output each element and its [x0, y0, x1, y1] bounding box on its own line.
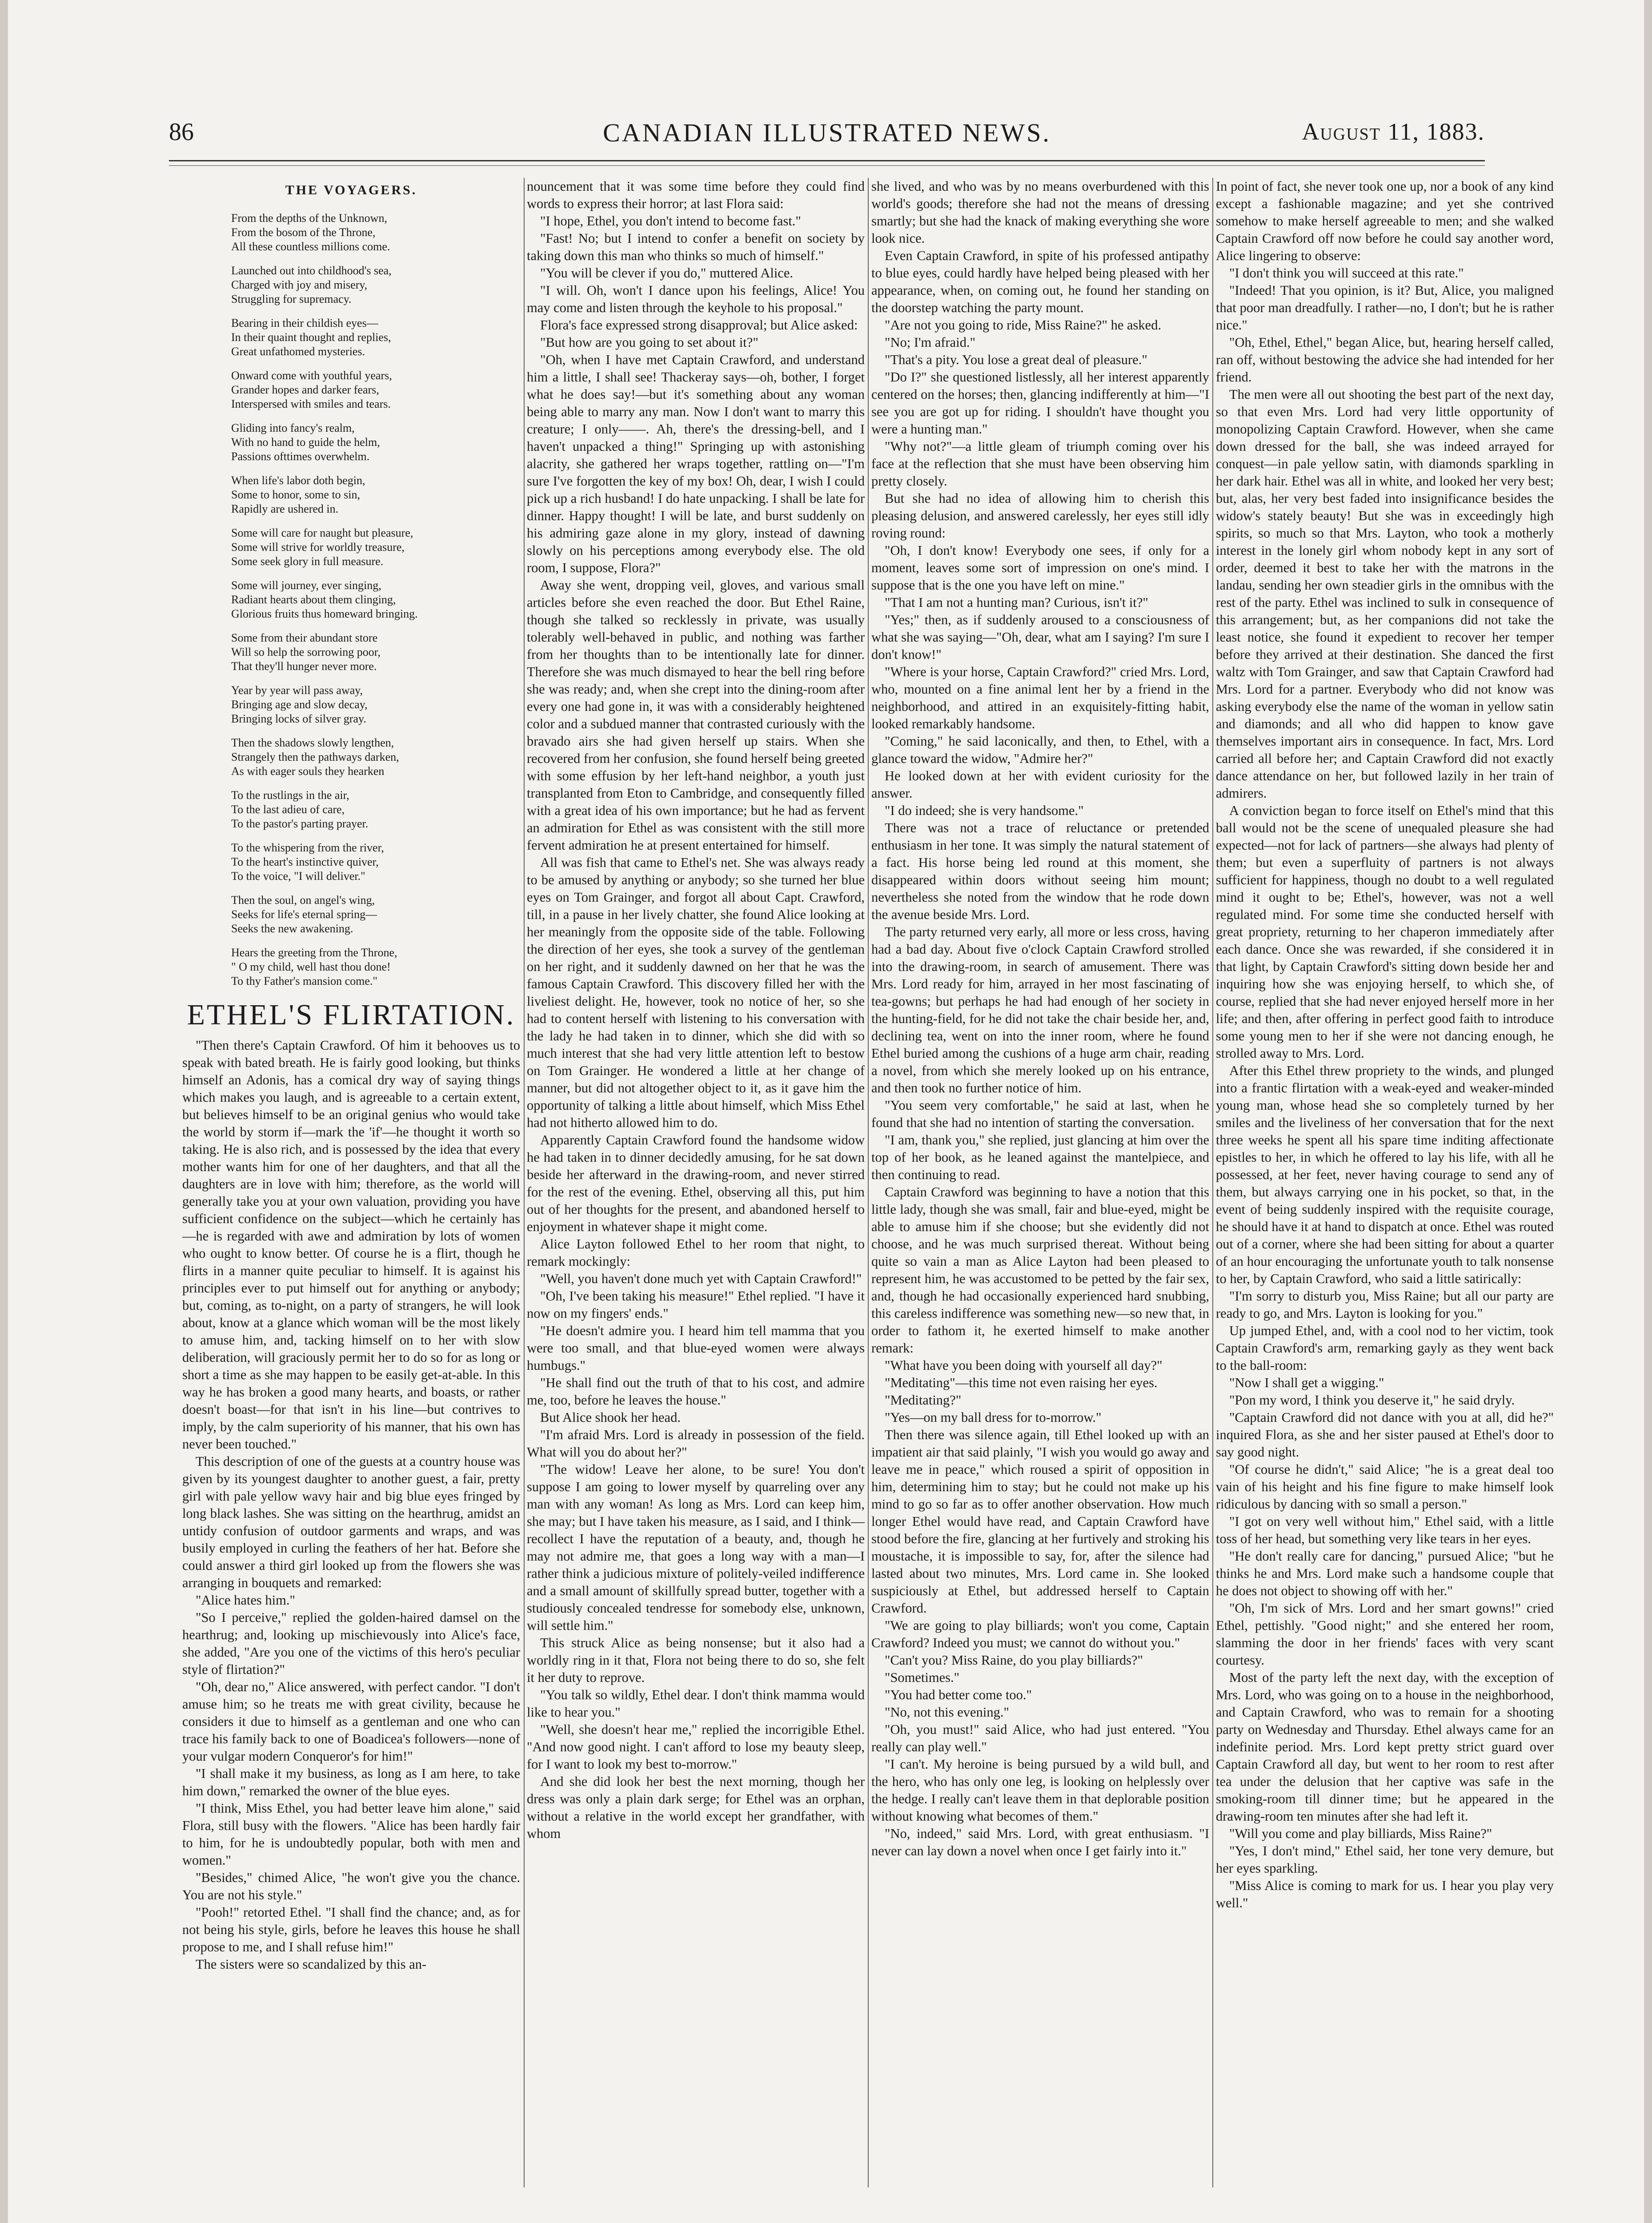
- paragraph: "Will you come and play billiards, Miss Raine?": [1229, 1826, 1492, 1841]
- paragraph: "Oh, you must!" said Alice, who had just entered. "You really can play well.": [871, 1722, 1209, 1754]
- paragraph: The sisters were so scandalized by this an-: [196, 1957, 427, 1972]
- paragraph: "I shall make it my business, as long as I am here, to take him down," remarked the owner of the blue eyes.: [182, 1766, 520, 1798]
- poem-line: Some will journey, ever singing,: [231, 579, 381, 592]
- poem-line: Charged with joy and misery,: [231, 278, 368, 291]
- paragraph: Apparently Captain Crawford found the handsome widow he had taken in to dinner decidedly amusing, for he sat down beside her afterward in the drawing-room, and never stirred for the rest of the evening. Ethel, observing all this, put him out of her thoughts for the present, and abandoned herself to enjoyment in whatever shape it might come.: [527, 1132, 865, 1234]
- paragraph: "I do indeed; she is very handsome.": [885, 803, 1084, 818]
- poem-line: To thy Father's mansion come.": [231, 975, 378, 987]
- paragraph: A conviction began to force itself on Ethel's mind that this ball would not be the scene of unequaled pleasure she had expected—not for lack of partners—she always had plenty of them; but even a superfluity of partners is not always sufficient for happiness, though no doubt to a well regulated mind it ought to be; Ethel's, however, was not a well regulated mind. For some time she conducted herself with great propriety, returning to her chaperon immediately after each dance. Once she was rewarded, if she considered it in that light, by Captain Crawford's sitting down beside her and inquiring how she was enjoying herself, to which she, of course, replied that she had never enjoyed herself more in her life; and then, after offering in perfect good faith to introduce some young men to her if she were not dancing enough, he strolled away to Mrs. Lord.: [1216, 803, 1554, 1061]
- poem-stanza: [231, 211, 520, 254]
- scan-edge-right: [1644, 0, 1652, 2223]
- paragraph: He looked down at her with evident curiosity for the answer.: [871, 768, 1209, 801]
- poem-line: As with eager souls they hearken: [231, 765, 385, 778]
- poem-line: With no hand to guide the helm,: [231, 436, 380, 449]
- paragraph: And she did look her best the next morning, though her dress was only a plain dark serge; for Ethel was an orphan, without a relative in the world except her grandfather, with whom: [527, 1774, 865, 1841]
- paragraph: Even Captain Crawford, in spite of his professed antipathy to blue eyes, could hardly have helped being pleased with her appearance, when, on coming out, he found her standing on the doorstep watching the party mount.: [871, 248, 1209, 315]
- paragraph: "I got on very well without him," Ethel said, with a little toss of her head, but something very like tears in her eyes.: [1216, 1514, 1554, 1546]
- poem-title: THE VOYAGERS.: [285, 183, 417, 197]
- paragraph: "I will. Oh, won't I dance upon his feelings, Alice! You may come and listen through the keyhole to his proposal.": [527, 283, 865, 315]
- column-3: [871, 178, 1209, 2183]
- paragraph: "Where is your horse, Captain Crawford?" cried Mrs. Lord, who, mounted on a fine animal lent her by a friend in the neighborhood, and attired in an exquisitely-fitting habit, looked remarkably handsome.: [871, 664, 1209, 731]
- paragraph: "Indeed! That you opinion, is it? But, Alice, you maligned that poor man dreadfully. I rather—no, I don't; but he is rather nice.": [1216, 283, 1554, 333]
- poem-line: Great unfathomed mysteries.: [231, 345, 365, 358]
- paragraph: "Coming," he said laconically, and then, to Ethel, with a glance toward the widow, "Admire her?": [871, 734, 1209, 766]
- poem-line: Some will strive for worldly treasure,: [231, 541, 405, 554]
- paragraph: "I don't think you will succeed at this rate.": [1229, 265, 1464, 281]
- paragraph: In point of fact, she never took one up, nor a book of any kind except a fashionable magazine; and yet she contrived somehow to make herself agreeable to men; and she walked Captain Crawford off now before he could say another word, Alice lingering to observe:: [1216, 179, 1554, 263]
- poem-stanza: [231, 578, 520, 621]
- page-number: 86: [169, 118, 194, 146]
- story-text: [182, 1037, 520, 1973]
- poem-line: Rapidly are ushered in.: [231, 502, 339, 515]
- poem-line: Bringing age and slow decay,: [231, 698, 368, 711]
- paragraph: After this Ethel threw propriety to the winds, and plunged into a frantic flirtation with a weak-eyed and weaker-minded young man, whose head she so completely turned by her smiles and the liveliness of her conversation that for the next three weeks he spent all his spare time inditing affectionate epistles to her, in which he offered to lay his life, with all he possessed, at her feet, never having courage to send any of them, but always carrying one in his pocket, so that, in the event of being suddenly inspired with the requisite courage, he should have it at hand to dispatch at once. Ethel was routed out of a corner, where she had been sitting for about a quarter of an hour encouraging the unfortunate youth to talk nonsense to her, by Captain Crawford, who said a little satirically:: [1216, 1063, 1554, 1286]
- poem-stanza: [231, 526, 520, 569]
- paragraph: "Sometimes.": [885, 1670, 960, 1685]
- paragraph: "Oh, when I have met Captain Crawford, and understand him a little, I shall see! Thackeray says—oh, bother, I forget what he does say!—but it's something about any woman being able to marry any man. Now I don't want to marry this creature; I only——. Ah, there's the dressing-bell, and I haven't unpacked a thing!" Springing up with astonishing alacrity, she gathered her wraps together, rattling on—"I'm sure I've forgotten the key of my box! Oh, dear, I wish I could pick up a rich husband! I do hate unpacking. I shall be late for dinner. Happy thought! I will be late, and burst suddenly on his admiring gaze alone in my glory, instead of dawning slowly on his perceptions among everybody else. The old room, I suppose, Flora?": [527, 352, 865, 575]
- paragraph: "I'm afraid Mrs. Lord is already in possession of the field. What will you do about her?": [527, 1427, 865, 1460]
- issue-date: August 11, 1883.: [1302, 118, 1485, 145]
- column-divider: [524, 178, 525, 2187]
- paragraph: "Meditating?": [885, 1392, 962, 1408]
- poem-stanza: [231, 421, 520, 464]
- paragraph: "Meditating"—this time not even raising her eyes.: [885, 1375, 1158, 1390]
- poem-line: From the bosom of the Throne,: [231, 226, 376, 239]
- paragraph: "We are going to play billiards; won't you come, Captain Crawford? Indeed you must; we cannot do without you.": [871, 1618, 1209, 1650]
- poem-line: Some to honor, some to sin,: [231, 488, 361, 501]
- poem-line: Seeks for life's eternal spring—: [231, 908, 377, 921]
- paragraph: "Pon my word, I think you deserve it," he said dryly.: [1229, 1392, 1515, 1408]
- poem-line: Radiant hearts about them clinging,: [231, 593, 396, 606]
- poem-line: In their quaint thought and replies,: [231, 331, 391, 344]
- paragraph: "Well, she doesn't hear me," replied the incorrigible Ethel. "And now good night. I can't afford to lose my beauty sleep, for I want to look my best to-morrow.": [527, 1722, 865, 1772]
- poem-line: " O my child, well hast thou done!: [231, 960, 391, 973]
- column-2: [527, 178, 865, 2183]
- poem-line: Strangely then the pathways darken,: [231, 750, 399, 763]
- poem-line: Passions ofttimes overwhelm.: [231, 450, 370, 463]
- paragraph: "I'm sorry to disturb you, Miss Raine; but all our party are ready to go, and Mrs. Layton is looking for you.": [1216, 1288, 1554, 1321]
- poem-stanza: [231, 893, 520, 936]
- paragraph: Captain Crawford was beginning to have a notion that this little lady, though she was small, fair and blue-eyed, might be able to amuse him if she choose; but she evidently did not choose, and he was much surprised thereat. Without being quite so vain a man as Alice Layton had been pleased to represent him, he was accustomed to be petted by the fair sex, and, though he had occasionally experienced hard snubbing, this careless indifference was something new—so new that, in order to fathom it, he exerted himself to make another remark:: [871, 1184, 1209, 1356]
- paragraph: "Well, you haven't done much yet with Captain Crawford!": [540, 1271, 862, 1286]
- poem-line: Some will care for naught but pleasure,: [231, 526, 413, 539]
- story-text: [527, 178, 865, 1842]
- story-text: [871, 178, 1209, 1860]
- paragraph: "Yes, I don't mind," Ethel said, her tone very demure, but her eyes sparkling.: [1216, 1843, 1554, 1876]
- paragraph: "I hope, Ethel, you don't intend to become fast.": [540, 213, 801, 229]
- paragraph: But Alice shook her head.: [540, 1410, 681, 1425]
- paragraph: "Fast! No; but I intend to confer a benefit on society by taking down this man who thinks so much of himself.": [527, 231, 865, 263]
- poem-line: Hears the greeting from the Throne,: [231, 946, 397, 959]
- paragraph: "Oh, Ethel, Ethel," began Alice, but, hearing herself called, ran off, without bestowing the advice she had intended for her friend.: [1216, 335, 1554, 385]
- paragraph: nouncement that it was some time before they could find words to express their horror; at last Flora said:: [527, 179, 865, 211]
- publication-title: CANADIAN ILLUSTRATED NEWS.: [603, 118, 1051, 147]
- paragraph: Alice Layton followed Ethel to her room that night, to remark mockingly:: [527, 1236, 865, 1269]
- paragraph: The men were all out shooting the best part of the next day, so that even Mrs. Lord had very little opportunity of monopolizing Captain Crawford. However, when she came down dressed for the ball, she was indeed arrayed for conquest—in pale yellow satin, with diamonds sparkling in her dark hair. Ethel was all in white, and looked her very best; but, alas, her very best faded into insignificance besides the widow's stately beauty! But she was in exceedingly high spirits, so much so that Mrs. Layton, who took a motherly interest in the lonely girl whom nobody kept in any sort of order, deemed it best to take her with the matrons in the landau, sending her own steadier girls in the omnibus with the rest of the party. Ethel was inclined to sulk in consequence of this arrangement; but, as her companions did not take the least notice, she found it expedient to recover her temper before they arrived at their destination. She danced the first waltz with Tom Grainger, and saw that Captain Crawford had Mrs. Lord for a partner. Everybody who did not know was asking everybody else the name of the woman in yellow satin and diamonds; and all who did happen to know gave themselves important airs in consequence. In fact, Mrs. Lord carried all before her; and Captain Crawford did not exactly dance attendance on her, but followed lazily in her train of admirers.: [1216, 387, 1554, 801]
- poem-line: Interspersed with smiles and tears.: [231, 397, 391, 410]
- poem-line: All these countless millions come.: [231, 240, 390, 253]
- paragraph: "You will be clever if you do," muttered Alice.: [540, 265, 794, 281]
- poem-line: Bringing locks of silver gray.: [231, 712, 366, 725]
- story-text: [1216, 178, 1554, 1912]
- paragraph: "Yes—on my ball dress for to-morrow.": [885, 1410, 1102, 1425]
- poem-line: To the heart's instinctive quiver,: [231, 855, 379, 868]
- poem-stanza: [231, 736, 520, 778]
- paragraph: "Oh, dear no," Alice answered, with perfect candor. "I don't amuse him; so he treats me with great civility, because he considers it due to himself as a gentleman and one who can trace his family back to one of Boadicea's followers—none of your vulgar modern Conqueror's for him!": [182, 1679, 520, 1764]
- masthead: [169, 113, 1485, 153]
- paragraph: "So I perceive," replied the golden-haired damsel on the hearthrug; and, looking up mischievously into Alice's face, she added, "Are you one of the victims of this hero's peculiar style of flirtation?": [182, 1610, 520, 1677]
- poem-stanza: [231, 946, 520, 988]
- paragraph: "You had better come too.": [885, 1687, 1032, 1702]
- poem-line: Onward come with youthful years,: [231, 369, 392, 382]
- poem-line: To the rustlings in the air,: [231, 789, 349, 802]
- poem-stanza: [231, 788, 520, 831]
- column-divider: [868, 178, 869, 2187]
- poem-line: To the whispering from the river,: [231, 841, 384, 854]
- column-4: [1216, 178, 1554, 2183]
- poem-line: To the voice, "I will deliver.": [231, 870, 365, 883]
- paragraph: "But how are you going to set about it?": [540, 335, 758, 350]
- poem-stanza: [231, 264, 520, 306]
- masthead-rule: [169, 160, 1485, 161]
- poem-line: Seeks the new awakening.: [231, 922, 353, 935]
- poem-body: [182, 211, 520, 988]
- paragraph: "What have you been doing with yourself all day?": [885, 1358, 1163, 1373]
- paragraph: "He don't really care for dancing," pursued Alice; "but he thinks he and Mrs. Lord make such a handsome couple that he does not object to showing off with her.": [1216, 1549, 1554, 1598]
- paragraph: Most of the party left the next day, with the exception of Mrs. Lord, who was going on to a house in the neighborhood, and Captain Crawford, who was to remain for a shooting party on Wednesday and Thursday. Ethel always came for an indefinite period. Mrs. Lord kept pretty strict guard over Captain Crawford all day, but went to her room to rest after tea under the delusion that her captive was safe in the smoking-room till dinner time; but he appeared in the drawing-room ten minutes after she had left it.: [1216, 1670, 1554, 1824]
- paragraph: Up jumped Ethel, and, with a cool nod to her victim, took Captain Crawford's arm, remarking gayly as they went back to the ball-room:: [1216, 1323, 1554, 1373]
- paragraph: "That's a pity. You lose a great deal of pleasure.": [885, 352, 1147, 367]
- poem-stanza: [231, 841, 520, 883]
- paragraph: "Of course he didn't," said Alice; "he is a great deal too vain of his height and his fine figure to make himself look ridiculous by dancing with so small a person.": [1216, 1462, 1554, 1512]
- paragraph: This struck Alice as being nonsense; but it also had a worldly ring in it that, Flora not being there to do so, she felt it her duty to reprove.: [527, 1635, 865, 1685]
- paragraph: "Do I?" she questioned listlessly, all her interest apparently centered on the horses; then, glancing indifferently at him—"I see you are got up for riding. I shouldn't have thought you were a hunting man.": [871, 369, 1209, 437]
- poem-line: Grander hopes and darker fears,: [231, 383, 379, 396]
- poem-line: Bearing in their childish eyes—: [231, 317, 378, 329]
- poem-line: Then the shadows slowly lengthen,: [231, 736, 394, 749]
- paragraph: "He doesn't admire you. I heard him tell mamma that you were too small, and that blue-eyed women were always humbugs.": [527, 1323, 865, 1373]
- paragraph: "Yes;" then, as if suddenly aroused to a consciousness of what she was saying—"Oh, dear, what am I saying? I'm sure I don't know!": [871, 612, 1209, 662]
- paragraph: "Oh, I'm sick of Mrs. Lord and her smart gowns!" cried Ethel, pettishly. "Good night;" and she entered her room, slamming the door in her friends' faces with very scant courtesy.: [1216, 1601, 1554, 1668]
- paragraph: "The widow! Leave her alone, to be sure! You don't suppose I am going to lower myself by quarreling over any man with any woman! As long as Mrs. Lord can keep him, she may; but I have taken his measure, as I said, and I think—recollect I have the reputation of a beauty, and, though he may not admire me, that goes a long way with a man—I rather think a judicious mixture of politely-veiled indifference and a small amount of skillfully spread butter, together with a studiously concealed tendresse for somebody else, unknown, will settle him.": [527, 1462, 865, 1633]
- masthead-rule-thin: [169, 165, 1485, 166]
- poem-stanza: [231, 683, 520, 726]
- poem-stanza: [231, 316, 520, 359]
- poem-line: From the depths of the Unknown,: [231, 212, 387, 225]
- poem-stanza: [231, 473, 520, 516]
- paragraph: she lived, and who was by no means overburdened with this world's goods; therefore she had not the means of dressing smartly; but she had the knack of making everything she wore look nice.: [871, 179, 1209, 246]
- paragraph: "He shall find out the truth of that to his cost, and admire me, too, before he leaves the house.": [527, 1375, 865, 1408]
- poem-line: Struggling for supremacy.: [231, 293, 352, 305]
- poem-line: Year by year will pass away,: [231, 684, 363, 697]
- poem-stanza: [231, 631, 520, 674]
- poem-line: Then the soul, on angel's wing,: [231, 894, 375, 907]
- paragraph: "Now I shall get a wigging.": [1229, 1375, 1384, 1390]
- paragraph: "You seem very comfortable," he said at last, when he found that she had no intention of starting the conversation.: [871, 1098, 1209, 1130]
- paragraph: "Miss Alice is coming to mark for us. I hear you play very well.": [1216, 1878, 1554, 1910]
- paragraph: "Captain Crawford did not dance with you at all, did he?" inquired Flora, as she and her sister paused at Ethel's door to say good night.: [1216, 1410, 1554, 1460]
- poem-line: When life's labor doth begin,: [231, 474, 365, 487]
- paragraph: Flora's face expressed strong disapproval; but Alice asked:: [540, 317, 858, 333]
- poem-line: Some seek glory in full measure.: [231, 555, 384, 568]
- paragraph: "I think, Miss Ethel, you had better leave him alone," said Flora, still busy with the flowers. "Alice has been hardly fair to him, for he is undoubtedly popular, both with men and women.": [182, 1801, 520, 1868]
- paragraph: "Are not you going to ride, Miss Raine?" he asked.: [885, 317, 1162, 333]
- poem-line: Glorious fruits thus homeward bringing.: [231, 607, 418, 620]
- paragraph: "I am, thank you," she replied, just glancing at him over the top of her book, as he leaned against the mantelpiece, and then continuing to read.: [871, 1132, 1209, 1182]
- paragraph: "Oh, I've been taking his measure!" Ethel replied. "I have it now on my fingers' ends.": [527, 1288, 865, 1321]
- paragraph: "I can't. My heroine is being pursued by a wild bull, and the hero, who has only one leg, is looking on helplessly over the hedge. I really can't leave them in that deplorable position without knowing what becomes of them.": [871, 1757, 1209, 1824]
- column-1: [182, 178, 520, 2183]
- paragraph: "No, not this evening.": [885, 1705, 1009, 1720]
- paragraph: "No; I'm afraid.": [885, 335, 976, 350]
- paragraph: "You talk so wildly, Ethel dear. I don't think mamma would like to hear you.": [527, 1687, 865, 1720]
- paragraph: But she had no idea of allowing him to cherish this pleasing delusion, and answered carelessly, her eyes still idly roving round:: [871, 491, 1209, 541]
- poem-line: Some from their abundant store: [231, 631, 378, 644]
- scan-edge-left: [0, 0, 8, 2223]
- paragraph: There was not a trace of reluctance or pretended enthusiasm in her tone. It was simply the natural statement of a fact. His horse being led round at this moment, she disappeared within doors without seeing him mount; nevertheless she noted from the window that he rode down the avenue beside Mrs. Lord.: [871, 820, 1209, 922]
- poem-line: Will so help the sorrowing poor,: [231, 646, 381, 658]
- poem-stanza: [231, 369, 520, 411]
- paragraph: "Oh, I don't know! Everybody one sees, if only for a moment, leaves some sort of impression on one's mind. I suppose that is the one you have left on mine.": [871, 543, 1209, 593]
- paragraph: "Besides," chimed Alice, "he won't give you the chance. You are not his style.": [182, 1870, 520, 1902]
- paragraph: "Why not?"—a little gleam of triumph coming over his face at the reflection that she must have been observing him pretty closely.: [871, 439, 1209, 489]
- paragraph: "Can't you? Miss Raine, do you play billiards?": [885, 1653, 1143, 1668]
- poem-line: Gliding into fancy's realm,: [231, 421, 355, 434]
- paragraph: "That I am not a hunting man? Curious, isn't it?": [885, 595, 1148, 610]
- poem-line: To the pastor's parting prayer.: [231, 817, 369, 830]
- poem-line: That they'll hunger never more.: [231, 660, 377, 673]
- paragraph: "No, indeed," said Mrs. Lord, with great enthusiasm. "I never can lay down a novel when once I get fairly into it.": [871, 1826, 1209, 1858]
- poem-line: To the last adieu of care,: [231, 803, 345, 816]
- paragraph: "Then there's Captain Crawford. Of him it behooves us to speak with bated breath. He is fairly good looking, but thinks himself an Adonis, has a comical dry way of saying things which makes you laugh, and is agreeable to a certain extent, but believes himself to be an original genius who would take the world by storm if—mark the 'if'—he thought it worth so taking. He is also rich, and is possessed by the idea that every mother wants him for one of her daughters, and that all the daughters are in love with him; therefore, as the world will generally take you at your own valuation, providing you have sufficient confidence on the subject—which he certainly has—he is regarded with awe and admiration by lots of women who ought to know better. Of course he is a flirt, though he flirts in a manner quite peculiar to himself. It is against his principles ever to put himself out for anything or anybody; but, coming, as to-night, on a party of strangers, he will look about, know at a glance which woman will be the most likely to amuse him, and, tacking himself on to her with slow deliberation, will graciously permit her to do so for as long or short a time as she may happen to be easily get-at-able. In this way he has broken a good many hearts, and boasts, or rather doesn't boast—for that isn't in his line—but contrives to imply, by the calm superiority of his manner, that his own has never been touched.": [182, 1038, 520, 1452]
- paragraph: This description of one of the guests at a country house was given by its youngest daughter to another guest, a fair, pretty girl with pale yellow wavy hair and big blue eyes fringed by long black lashes. She was sitting on the hearthrug, amidst an untidy confusion of outdoor garments and wraps, and was busily employed in curling the feathers of her hat. Before she could answer a third girl looked up from the flowers she was arranging in bouquets and remarked:: [182, 1454, 520, 1590]
- story-title: ETHEL'S FLIRTATION.: [187, 999, 516, 1031]
- paragraph: Away she went, dropping veil, gloves, and various small articles before she even reached the door. But Ethel Raine, though she talked so recklessly in private, was usually tolerably well-behaved in public, and nothing was farther from her thoughts than to be intentionally late for dinner. Therefore she was much dismayed to hear the bell ring before she was ready; and, when she crept into the dining-room after every one had gone in, it was with a considerably heightened color and a subdued manner that contrasted curiously with the bravado airs she had given herself up stairs. When she recovered from her confusion, she found herself being greeted with some effusion by her left-hand neighbor, a youth just transplanted from Eton to Cambridge, and consequently filled with a great idea of his own importance; but he had as fervent an admiration for Ethel as was consistent with the still more fervent admiration he at present entertained for himself.: [527, 578, 865, 853]
- paragraph: Then there was silence again, till Ethel looked up with an impatient air that said plainly, "I wish you would go away and leave me in peace," which roused a spirit of opposition in him, determining him to stay; but he could not make up his mind to go so far as to offer another observation. How much longer Ethel would have read, and Captain Crawford have stood before the fire, glancing at her furtively and stroking his moustache, it is impossible to say, for, after the silence had lasted about two minutes, Mrs. Lord came in. She looked suspiciously at Ethel, but addressed herself to Captain Crawford.: [871, 1427, 1209, 1616]
- poem-line: Launched out into childhood's sea,: [231, 264, 392, 277]
- paragraph: All was fish that came to Ethel's net. She was always ready to be amused by anything or anybody; so she turned her blue eyes on Tom Grainger, and forgot all about Capt. Crawford, till, in a pause in her lively chatter, she found Alice looking at her meaningly from the opposite side of the table. Following the direction of her eyes, she took a survey of the gentleman on her right, and it suddenly dawned on her that he was the famous Captain Crawford. This discovery filled her with the liveliest delight. He, however, took no notice of her, so she had to content herself with listening to his conversation with the lady he had taken in to dinner, which she did with so much interest that she had very little attention left to bestow on Tom Grainger. He wondered a little at her change of manner, but did not altogether object to it, as it gave him the opportunity of talking a little about himself, which Miss Ethel had not hitherto allowed him to do.: [527, 855, 865, 1130]
- paragraph: The party returned very early, all more or less cross, having had a bad day. About five o'clock Captain Crawford strolled into the drawing-room, in search of amusement. There was Mrs. Lord ready for him, arrayed in her most fascinating of tea-gowns; but perhaps he had had enough of her society in the hunting-field, for he did not take the chair beside her, and, declining tea, went on into the inner room, where he found Ethel buried among the cushions of a huge arm chair, reading a novel, from which she merely looked up on his entrance, and then took no further notice of him.: [871, 924, 1209, 1095]
- paragraph: "Alice hates him.": [196, 1593, 295, 1608]
- column-divider: [1212, 178, 1213, 2187]
- paragraph: "Pooh!" retorted Ethel. "I shall find the chance; and, as for not being his style, girls, before he leaves this house he shall propose to me, and I shall refuse him!": [182, 1905, 520, 1954]
